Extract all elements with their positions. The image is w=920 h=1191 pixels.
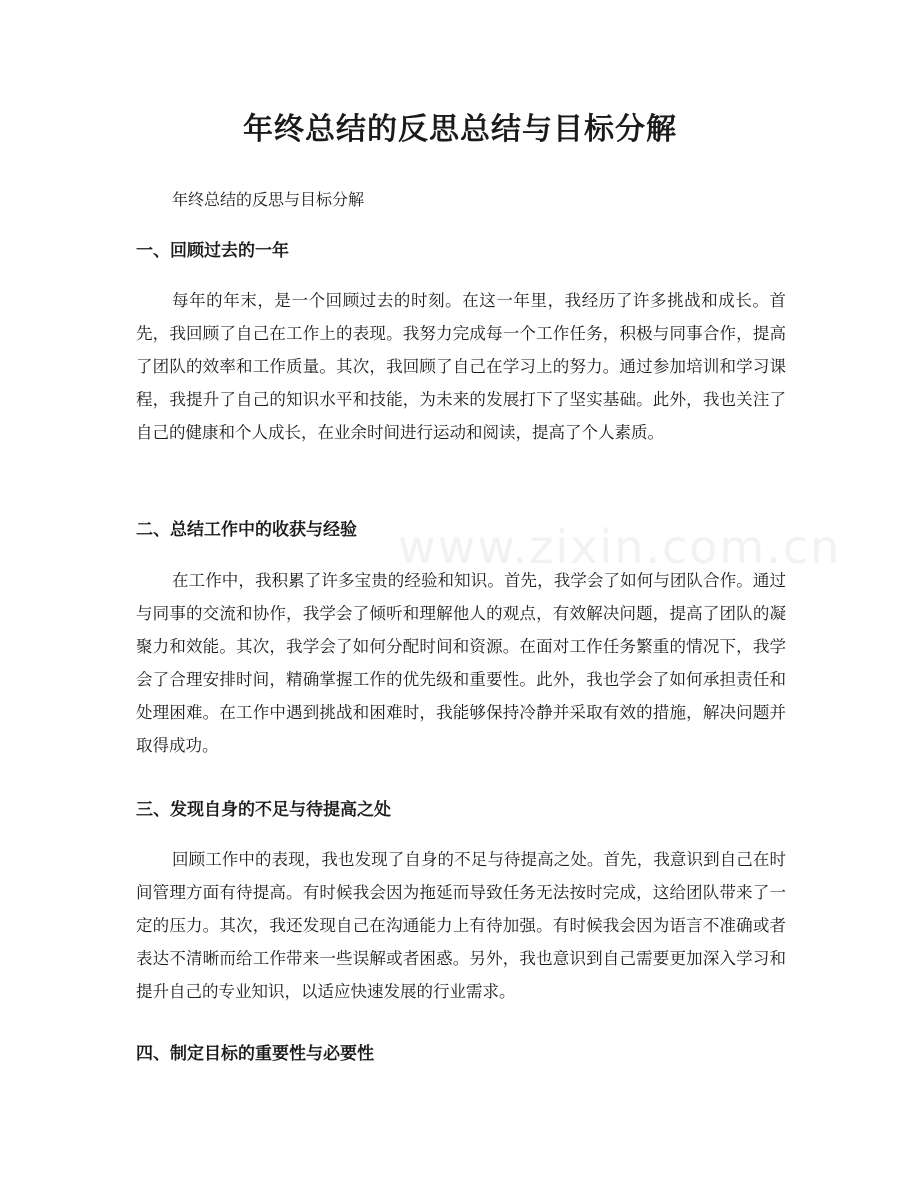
watermark: www.zixin.com.cn bbox=[398, 520, 842, 574]
section-paragraph-1: 每年的年末，是一个回顾过去的时刻。在这一年里，我经历了许多挑战和成长。首先，我回顾了自己在工作上的表现。我努力完成每一个工作任务，积极与同事合作，提高了团队的效率和工作质量。其次，我回顾了自己在学习上的努力。通过参加培训和学习课程，我提升了自己的知识水平和技能，为未来的发展打下了坚实基础。此外，我也关注了自己的健康和个人成长，在业余时间进行运动和阅读，提高了个人素质。 bbox=[136, 291, 786, 442]
section-paragraph-3: 回顾工作中的表现，我也发现了自身的不足与待提高之处。首先，我意识到自己在时间管理方面有待提高。有时候我会因为拖延而导致任务无法按时完成，这给团队带来了一定的压力。其次，我还发现自己在沟通能力上有待加强。有时候我会因为语言不准确或者表达不清晰而给工作带来一些误解或者困惑。另外，我也意识到自己需要更加深入学习和提升自己的专业知识，以适应快速发展的行业需求。 bbox=[136, 850, 786, 1001]
section-heading-1: 一、回顾过去的一年 bbox=[136, 241, 289, 261]
document-title: 年终总结的反思总结与目标分解 bbox=[243, 112, 677, 147]
section-heading-4: 四、制定目标的重要性与必要性 bbox=[136, 1044, 374, 1064]
document-subtitle: 年终总结的反思与目标分解 bbox=[172, 190, 365, 209]
section-paragraph-2: 在工作中，我积累了许多宝贵的经验和知识。首先，我学会了如何与团队合作。通过与同事的交流和协作，我学会了倾听和理解他人的观点，有效解决问题，提高了团队的凝聚力和效能。其次，我学会了如何分配时间和资源。在面对工作任务繁重的情况下，我学会了合理安排时间，精确掌握工作的优先级和重要性。此外，我也学会了如何承担责任和处理困难。在工作中遇到挑战和困难时，我能够保持冷静并采取有效的措施，解决问题并取得成功。 bbox=[136, 571, 786, 755]
section-heading-2: 二、总结工作中的收获与经验 bbox=[136, 520, 357, 540]
section-heading-3: 三、发现自身的不足与待提高之处 bbox=[136, 800, 391, 820]
